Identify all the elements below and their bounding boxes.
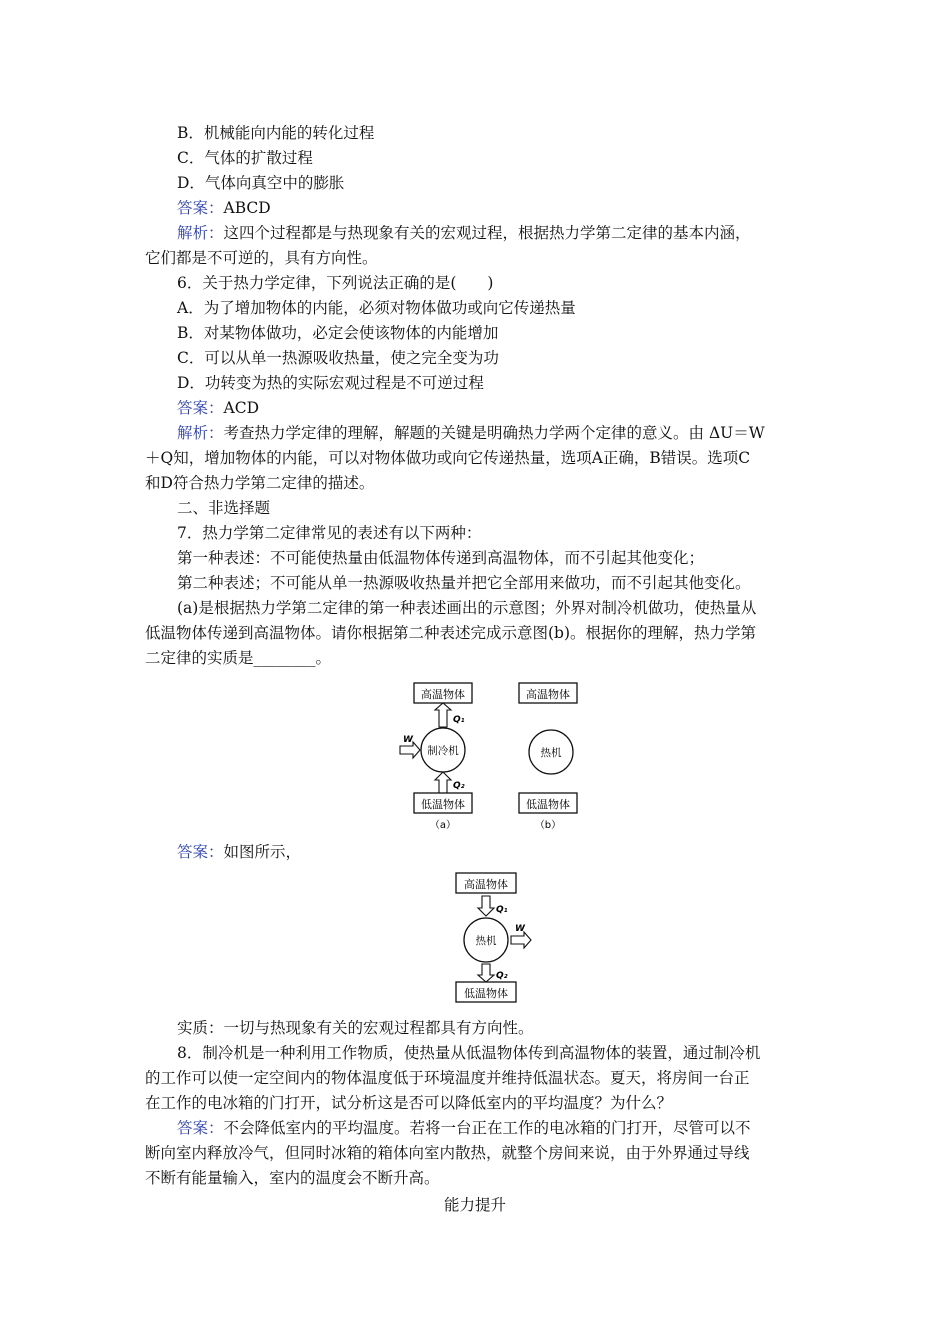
- low-temp-label: 低温物体: [464, 987, 508, 1000]
- q2-label: Q₂: [496, 971, 508, 981]
- engine-label: 热机: [475, 935, 497, 947]
- q8-stem-line3: 在工作的电冰箱的门打开，试分析这是否可以降低室内的平均温度？为什么？: [145, 1094, 673, 1112]
- arrow-down-icon: [478, 964, 494, 982]
- q7-paragraph-line1: (a)是根据热力学第二定律的第一种表述画出的示意图；外界对制冷机做功，使热量从: [177, 599, 757, 617]
- q8-stem-line1: 8．制冷机是一种利用工作物质，使热量从低温物体传到高温物体的装置，通过制冷机: [177, 1044, 761, 1062]
- figure-ab: [395, 680, 595, 835]
- q5-option-c: C．气体的扩散过程: [177, 149, 313, 167]
- high-temp-label-a: 高温物体: [421, 688, 465, 701]
- answer-label: 答案：: [177, 1119, 224, 1137]
- q5-analysis-line1: [177, 223, 751, 243]
- q6-stem: 6．关于热力学定律，下列说法正确的是( ): [177, 274, 494, 292]
- caption-a: （a）: [429, 820, 457, 831]
- q7-paragraph-line2: 低温物体传递到高温物体。请你根据第二种表述完成示意图(b)。根据你的理解，热力学第: [145, 624, 757, 642]
- q6-option-b: B．对某物体做功，必定会使该物体的内能增加: [177, 324, 499, 342]
- answer-label: 答案：: [177, 199, 224, 217]
- q6-option-c: C．可以从单一热源吸收热量，使之完全变为功: [177, 349, 499, 367]
- answer-text: ACD: [223, 399, 259, 417]
- answer-text: ABCD: [223, 199, 271, 217]
- analysis-text: 这四个过程都是与热现象有关的宏观过程，根据热力学第二定律的基本内涵，: [223, 224, 751, 242]
- q6-analysis-line1: [177, 423, 765, 443]
- q5-option-b: B．机械能向内能的转化过程: [177, 124, 375, 142]
- answer-label: 答案：: [177, 843, 224, 861]
- caption-b: （b）: [534, 820, 562, 831]
- low-temp-label-b: 低温物体: [526, 798, 570, 811]
- q6-option-d: D．功转变为热的实际宏观过程是不可逆过程: [177, 374, 484, 392]
- arrow-up-icon: [435, 703, 451, 727]
- q6-analysis-line3: 和D符合热力学第二定律的描述。: [145, 474, 375, 492]
- q7-answer: [177, 842, 301, 862]
- q1-label-a: Q₁: [453, 715, 465, 725]
- analysis-label: 解析：: [177, 424, 224, 442]
- q6-option-a: A．为了增加物体的内能，必须对物体做功或向它传递热量: [177, 299, 576, 317]
- analysis-text: 考查热力学定律的理解，解题的关键是明确热力学两个定律的意义。由 ΔU＝W: [223, 424, 765, 442]
- q5-option-d: D．气体向真空中的膨胀: [177, 174, 345, 192]
- q7-statement-2: 第二种表述；不可能从单一热源吸收热量并把它全部用来做功，而不引起其他变化。: [177, 574, 751, 592]
- arrow-right-icon: [511, 932, 531, 948]
- q7-essence: 实质：一切与热现象有关的宏观过程都具有方向性。: [177, 1019, 534, 1037]
- arrow-up-icon: [435, 772, 451, 793]
- answer-text: 不会降低室内的平均温度。若将一台正在工作的电冰箱的门打开，尽管可以不: [223, 1119, 751, 1137]
- high-temp-label: 高温物体: [464, 878, 508, 891]
- q8-answer-line2: 断向室内释放冷气，但同时冰箱的箱体向室内散热，就整个房间来说，由于外界通过导线: [145, 1144, 750, 1162]
- q8-answer-line3: 不断有能量输入，室内的温度会不断升高。: [145, 1169, 440, 1187]
- answer-figure: [445, 868, 545, 1008]
- arrow-down-icon: [478, 896, 494, 916]
- q7-paragraph-line3: 二定律的实质是________。: [145, 649, 332, 667]
- q5-answer: [177, 198, 271, 218]
- q7-statement-1: 第一种表述：不可能使热量由低温物体传递到高温物体，而不引起其他变化；: [177, 549, 705, 567]
- engine-label-b: 热机: [540, 747, 562, 759]
- q6-analysis-line2: ＋Q知，增加物体的内能，可以对物体做功或向它传递热量，选项A正确，B错误。选项C: [145, 449, 751, 467]
- q1-label: Q₁: [496, 905, 508, 915]
- q7-stem: 7．热力学第二定律常见的表述有以下两种：: [177, 524, 482, 542]
- answer-label: 答案：: [177, 399, 224, 417]
- q8-stem-line2: 的工作可以使一定空间内的物体温度低于环境温度并维持低温状态。夏天，将房间一台正: [145, 1069, 750, 1087]
- w-label: W: [515, 924, 525, 934]
- low-temp-label-a: 低温物体: [421, 798, 465, 811]
- q2-label-a: Q₂: [453, 781, 465, 791]
- w-label-a: W: [403, 735, 413, 745]
- q6-answer: [177, 398, 259, 418]
- answer-text: 如图所示，: [223, 843, 302, 861]
- q8-answer-line1: [177, 1118, 751, 1138]
- high-temp-label-b: 高温物体: [526, 688, 570, 701]
- analysis-label: 解析：: [177, 224, 224, 242]
- q5-analysis-line2: 它们都是不可逆的，具有方向性。: [145, 249, 378, 267]
- section-heading: 二、非选择题: [177, 499, 271, 517]
- refrigerator-label: 制冷机: [427, 745, 459, 757]
- section-title: 能力提升: [443, 1196, 506, 1214]
